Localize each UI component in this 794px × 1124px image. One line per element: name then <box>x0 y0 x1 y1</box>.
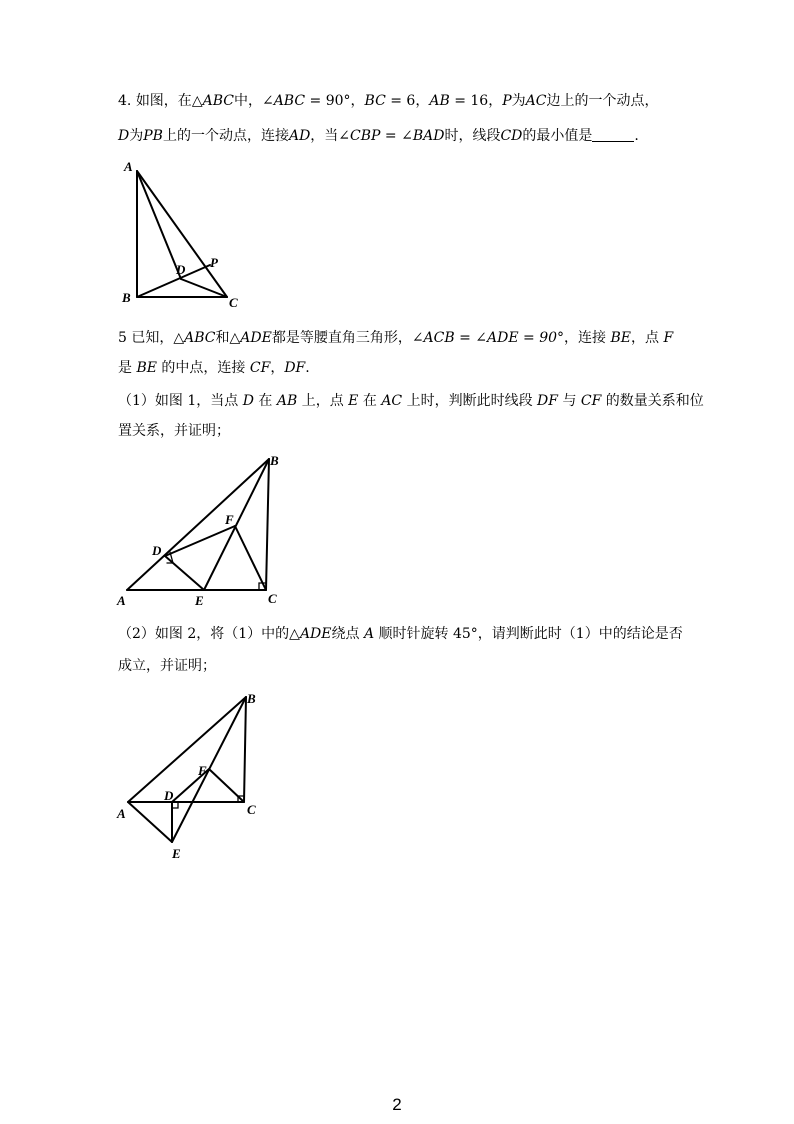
text: 的中点，连接 <box>156 360 250 376</box>
text: 在 <box>358 393 382 409</box>
text: ， <box>350 93 365 109</box>
label-a: A <box>117 593 126 608</box>
label-d: D <box>164 788 174 803</box>
label-b: B <box>247 691 256 706</box>
math-df: DF <box>284 360 306 376</box>
label-e: E <box>195 593 204 608</box>
math-ab: AB <box>276 393 298 409</box>
math-triangle-abc: △ABC <box>173 330 216 346</box>
math-ac: AC <box>525 93 547 109</box>
label-c: C <box>268 591 277 606</box>
text: 时，线段 <box>444 128 501 144</box>
text: 上，点 <box>297 393 349 409</box>
math-eq-16: = 16 <box>449 93 489 109</box>
math-d: D <box>242 393 254 409</box>
label-d: D <box>176 262 186 277</box>
text: ， <box>270 360 285 376</box>
text: ，当 <box>310 128 339 144</box>
text: 的最小值是 <box>522 128 593 144</box>
math-eq-90: = 90° <box>305 93 351 109</box>
text: 顺时针旋转 45°，请判断此时（1）中的结论是否 <box>374 626 683 642</box>
text: ， <box>415 93 430 109</box>
text: 是 <box>118 360 137 376</box>
math-ad: AD <box>288 128 311 144</box>
text: ，点 <box>631 330 664 346</box>
problem-number: 4. <box>118 93 136 109</box>
text: 为 <box>511 93 526 109</box>
math-be: BE <box>136 360 157 376</box>
label-f: F <box>198 763 207 778</box>
math-triangle-ade: △ADE <box>229 330 272 346</box>
text: 绕点 <box>331 626 364 642</box>
text: ，连接 <box>564 330 611 346</box>
text: . <box>634 128 639 144</box>
text: （1）如图 1，当点 <box>118 393 243 409</box>
math-pb: PB <box>143 128 163 144</box>
math-df: DF <box>537 393 558 409</box>
math-abc: ABC <box>202 93 234 109</box>
label-c: C <box>247 802 256 817</box>
label-a: A <box>124 159 133 174</box>
math-a: A <box>363 626 375 642</box>
math-angle-bad: ∠BAD <box>401 128 445 144</box>
text: （2）如图 2，将（1）中的 <box>118 626 290 642</box>
math-cf: CF <box>249 360 271 376</box>
text: 成立，并证明； <box>118 658 216 674</box>
text: 上时，判断此时线段 <box>402 393 538 409</box>
math-eq: = <box>380 128 402 144</box>
text: 5 已知， <box>118 330 174 346</box>
math-be: BE <box>610 330 631 346</box>
text: 如图，在 <box>135 93 192 109</box>
text: 为 <box>129 128 144 144</box>
label-e: E <box>172 846 181 861</box>
label-b: B <box>270 453 279 468</box>
text: 与 <box>558 393 581 409</box>
label-a: A <box>117 806 126 821</box>
math-bc: BC <box>364 93 386 109</box>
label-c: C <box>229 295 238 310</box>
math-eq-6: = 6 <box>385 93 416 109</box>
segment-fc <box>209 769 244 802</box>
math-angle-condition: ∠ACB = ∠ADE = 90° <box>411 330 565 346</box>
text: 边上的一个动点， <box>546 93 659 109</box>
text: 的数量关系和位 <box>601 393 704 409</box>
math-d: D <box>118 128 130 144</box>
label-p: P <box>210 255 218 270</box>
math-f: F <box>663 330 674 346</box>
text: 和 <box>215 330 230 346</box>
page-number: 2 <box>392 1095 402 1114</box>
triangle-symbol: △ <box>191 93 203 109</box>
text: 中， <box>233 93 262 109</box>
segment-bc <box>244 697 246 802</box>
math-angle-cbp: ∠CBP <box>338 128 381 144</box>
text: 上的一个动点，连接 <box>162 128 289 144</box>
text: . <box>305 360 310 376</box>
math-angle-abc: ∠ABC <box>261 93 306 109</box>
math-p: P <box>502 93 512 109</box>
segment-ae <box>128 802 172 842</box>
text: 都是等腰直角三角形， <box>271 330 412 346</box>
label-d: D <box>152 543 162 558</box>
text: 置关系，并证明； <box>118 423 230 439</box>
math-ab: AB <box>429 93 450 109</box>
text: ， <box>488 93 503 109</box>
math-triangle-ade: △ADE <box>289 626 332 642</box>
label-f: F <box>225 512 234 527</box>
math-ac: AC <box>381 393 403 409</box>
math-e: E <box>348 393 359 409</box>
math-cd: CD <box>500 128 523 144</box>
label-b: B <box>122 290 131 305</box>
math-cf: CF <box>580 393 602 409</box>
text: 在 <box>253 393 277 409</box>
